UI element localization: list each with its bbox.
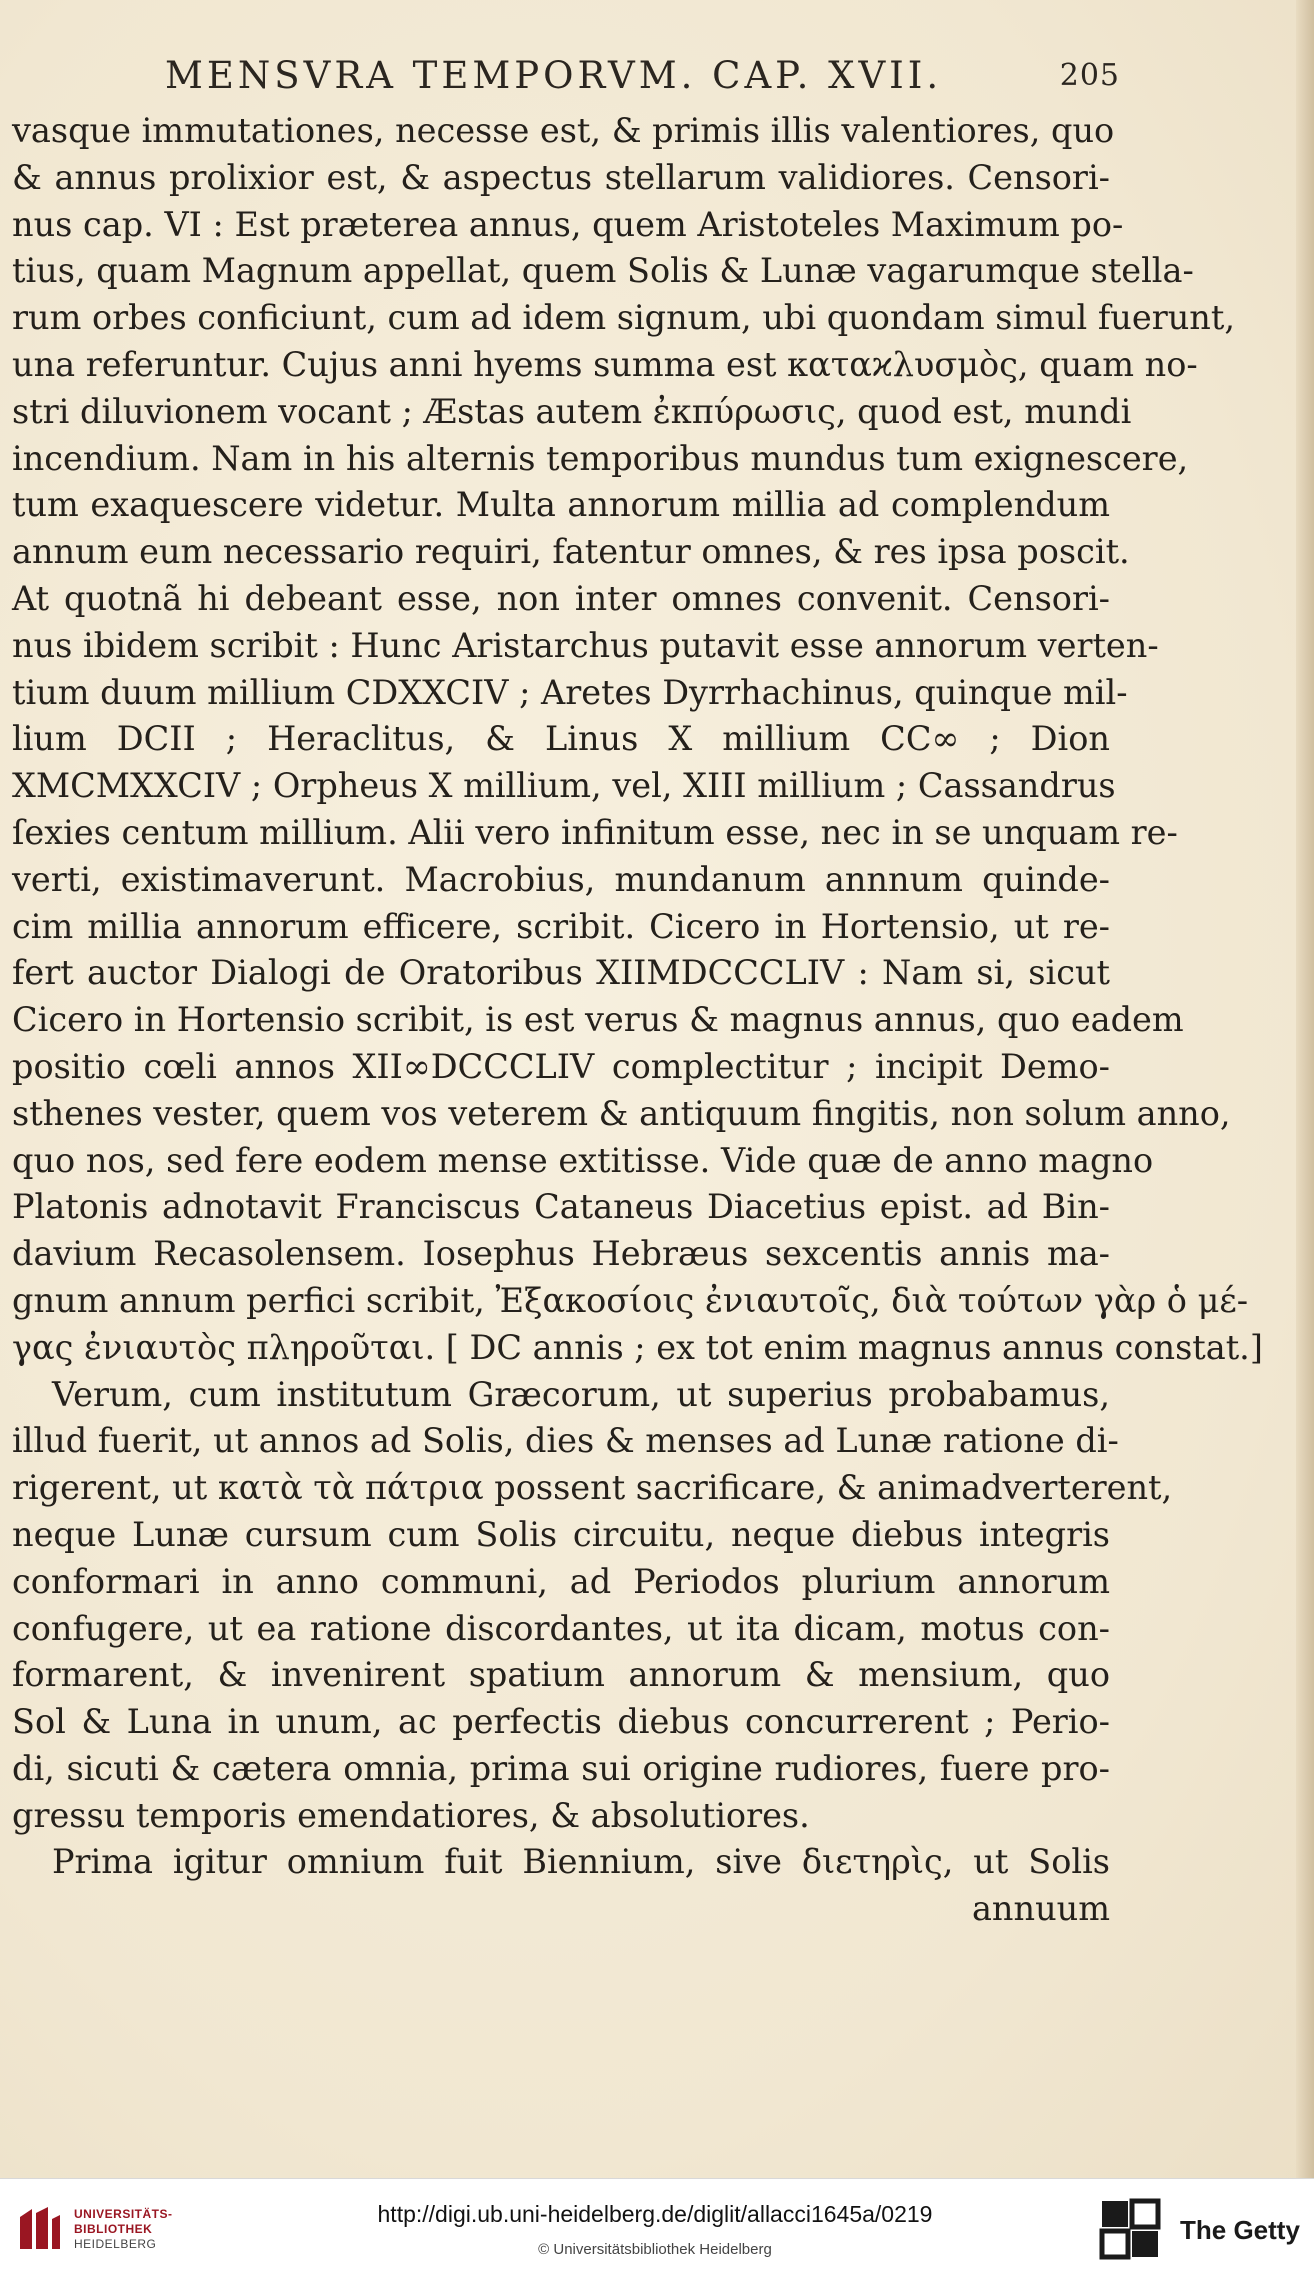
text-line: vasque immutationes, necesse est, & primis illis valentiores, quo (12, 111, 1115, 150)
text-line: & annus prolixior est, & aspectus stellarum validiores. Censori- (12, 157, 1110, 197)
text-line: XMCMXXCIV ; Orpheus X millium, vel, XIII millium ; Cassandrus (12, 766, 1116, 806)
text-line: tius, quam Magnum appellat, quem Solis & Lunæ vagarumque stella- (12, 251, 1194, 291)
text-line: rigerent, ut κατὰ τὰ πάτρια possent sacrificare, & animadverterent, (12, 1468, 1173, 1508)
text-line: rum orbes conficiunt, cum ad idem signum, ubi quondam simul fuerunt, (12, 298, 1235, 338)
text-line: gressu temporis emendatiores, & absolutiores. (12, 1795, 810, 1835)
text-line: Prima igitur omnium fuit Biennium, sive διετηρὶς, ut Solis (52, 1842, 1110, 1882)
library-name-line1: UNIVERSITÄTS- (74, 2207, 173, 2221)
ub-heidelberg-logo-icon (14, 2203, 66, 2255)
text-line: Platonis adnotavit Franciscus Cataneus Diacetius epist. ad Bin- (12, 1187, 1110, 1227)
text-line: positio cœli annos XII∞DCCCLIV complectitur ; incipit Demo- (12, 1046, 1110, 1086)
text-line: confugere, ut ea ratione discordantes, ut ita dicam, motus con- (12, 1608, 1110, 1648)
text-line: At quotnã hi debeant esse, non inter omnes convenit. Censori- (12, 578, 1110, 618)
page-number: 205 (1059, 58, 1120, 93)
text-line: illud fuerit, ut annos ad Solis, dies & menses ad Lunæ ratione di- (12, 1421, 1119, 1461)
text-line: conformari in anno communi, ad Periodos plurium annorum (12, 1561, 1110, 1601)
text-line: lium DCII ; Heraclitus, & Linus X millium CC∞ ; Dion (12, 719, 1110, 759)
text-line: neque Lunæ cursum cum Solis circuitu, neque diebus integris (12, 1514, 1110, 1554)
text-line: nus cap. VI : Est præterea annus, quem Aristoteles Maximum po- (12, 204, 1124, 244)
text-line: sthenes vester, quem vos veterem & antiquum fingitis, non solum anno, (12, 1093, 1231, 1133)
running-head-title: MENSVRA TEMPORVM. CAP. XVII. (165, 54, 943, 97)
partner-name: The Getty (1180, 2215, 1300, 2245)
text-line: tum exaquescere videtur. Multa annorum millia ad complendum (12, 485, 1110, 525)
running-head (165, 54, 1120, 106)
body-text (12, 108, 1263, 1933)
viewer-footer (0, 2178, 1314, 2285)
library-name-line3: HEIDELBERG (74, 2237, 157, 2251)
copyright-notice: © Universitätsbibliothek Heidelberg (538, 2241, 772, 2258)
text-line: formarent, & invenirent spatium annorum & mensium, quo (12, 1655, 1110, 1695)
page-edge-shadow (1296, 0, 1314, 2178)
text-line: di, sicuti & cætera omnia, prima sui origine rudiores, fuere pro- (12, 1748, 1110, 1788)
permalink-url[interactable]: http://digi.ub.uni-heidelberg.de/diglit/allacci1645a/0219 (377, 2201, 933, 2227)
text-line: quo nos, sed fere eodem mense extitisse. Vide quæ de anno magno (12, 1140, 1154, 1180)
text-line: Sol & Luna in unum, ac perfectis diebus concurrerent ; Perio- (12, 1702, 1110, 1742)
text-line: fert auctor Dialogi de Oratoribus XIIMDCCCLIV : Nam si, sicut (12, 953, 1110, 993)
text-line: nus ibidem scribit : Hunc Aristarchus putavit esse annorum verten- (12, 625, 1159, 665)
library-name (74, 2207, 173, 2252)
text-line: tium duum millium CDXXCIV ; Aretes Dyrrhachinus, quinque mil- (12, 672, 1128, 712)
text-line: annum eum necessario requiri, fatentur omnes, & res ipsa poscit. (12, 532, 1130, 572)
library-name-line2: BIBLIOTHEK (74, 2222, 153, 2236)
text-line: verti, existimaverunt. Macrobius, mundanum annnum quinde- (12, 859, 1110, 899)
text-line: γας ἐνιαυτὸς πληροῦται. [ DC annis ; ex tot enim magnus annus constat.] (12, 1327, 1263, 1367)
text-line: annuum (971, 1889, 1110, 1929)
text-line: ſexies centum millium. Alii vero infinitum esse, nec in se unquam re- (12, 812, 1178, 852)
text-line: davium Recasolensem. Iosephus Hebræus sexcentis annis ma- (12, 1234, 1110, 1274)
text-line: stri diluvionem vocant ; Æstas autem ἐκπύρωσις, quod est, mundi (12, 391, 1132, 431)
text-line: incendium. Nam in his alternis temporibus mundus tum exignescere, (12, 438, 1189, 478)
getty-logo-icon (1100, 2199, 1160, 2259)
text-line: una referuntur. Cujus anni hyems summa est καταϰλυσμὸς, quam no- (12, 344, 1198, 384)
text-line: gnum annum perfici scribit, Ἐξακοσίοις ἐνιαυτοῖς, διὰ τούτων γὰρ ὁ μέ- (12, 1280, 1249, 1320)
text-line: Cicero in Hortensio scribit, is est verus & magnus annus, quo eadem (12, 1000, 1184, 1040)
text-line: cim millia annorum efficere, scribit. Cicero in Hortensio, ut re- (12, 906, 1110, 946)
text-line: Verum, cum institutum Græcorum, ut superius probabamus, (52, 1374, 1110, 1414)
